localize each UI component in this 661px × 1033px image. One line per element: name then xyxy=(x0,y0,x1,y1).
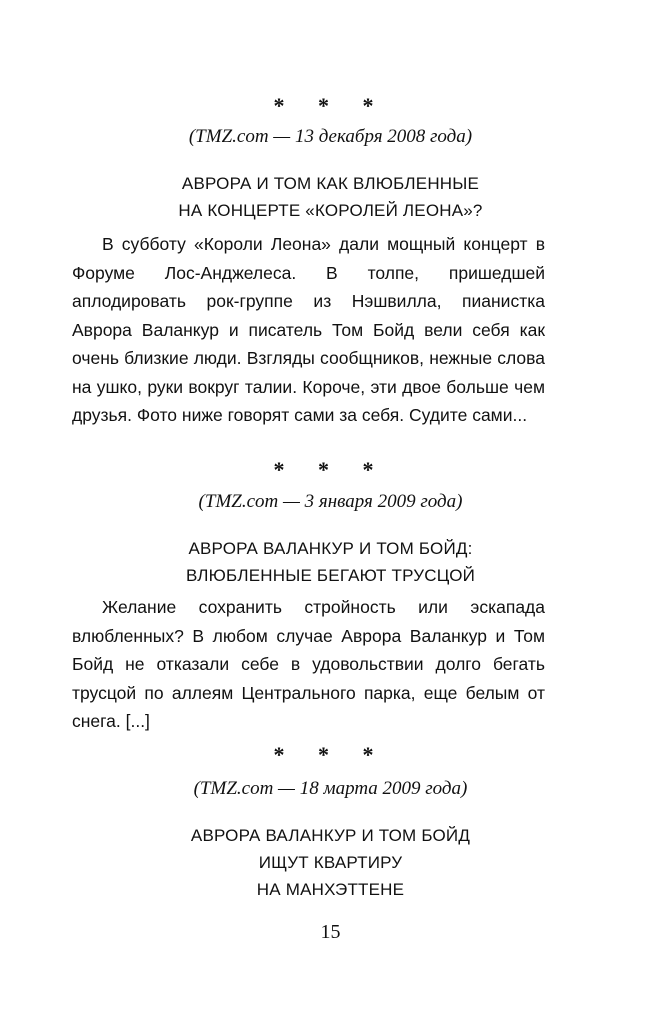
section-separator: * * * xyxy=(273,93,388,118)
headline-line: НА КОНЦЕРТЕ «КОРОЛЕЙ ЛЕОНА»? xyxy=(178,201,483,220)
article-body: В субботу «Короли Леона» дали мощный концерт в Форуме Лос-Анджелеса. В толпе, пришедшей аплодировать рок-группе из Нэшвилла, пианистка Аврора Валанкур и писатель Том Бойд вели себя как очень близкие люди. Взгляды сообщников, нежные слова на ушко, руки вокруг талии. Короче, эти двое больше чем друзья. Фото ниже говорят сами за себя. Судите сами... xyxy=(72,234,545,425)
headline-line: АВРОРА ВАЛАНКУР И ТОМ БОЙД: xyxy=(188,539,473,558)
article-headline xyxy=(40,170,621,224)
page-number: 15 xyxy=(320,921,341,943)
section-separator: * * * xyxy=(273,457,388,482)
source-line: (TMZ.com — 3 января 2009 года) xyxy=(198,491,463,512)
headline-line: АВРОРА ВАЛАНКУР И ТОМ БОЙД xyxy=(190,826,471,845)
headline-line: ВЛЮБЛЕННЫЕ БЕГАЮТ ТРУСЦОЙ xyxy=(185,566,476,585)
headline-line: АВРОРА И ТОМ КАК ВЛЮБЛЕННЫЕ xyxy=(181,174,480,193)
source-line: (TMZ.com — 18 марта 2009 года) xyxy=(193,778,468,799)
headline-line: ИЩУТ КВАРТИРУ xyxy=(258,853,403,872)
section-separator: * * * xyxy=(273,742,388,767)
article-headline xyxy=(40,822,621,903)
headline-line: НА МАНХЭТТЕНЕ xyxy=(256,880,405,899)
article-headline xyxy=(40,535,621,589)
article-body: Желание сохранить стройность или эскапада влюбленных? В любом случае Аврора Валанкур и Том Бойд не отказали себе в удовольствии долго бегать трусцой по аллеям Центрального парка, еще белым от снега. [...] xyxy=(72,597,545,731)
source-line: (TMZ.com — 13 декабря 2008 года) xyxy=(188,126,473,147)
